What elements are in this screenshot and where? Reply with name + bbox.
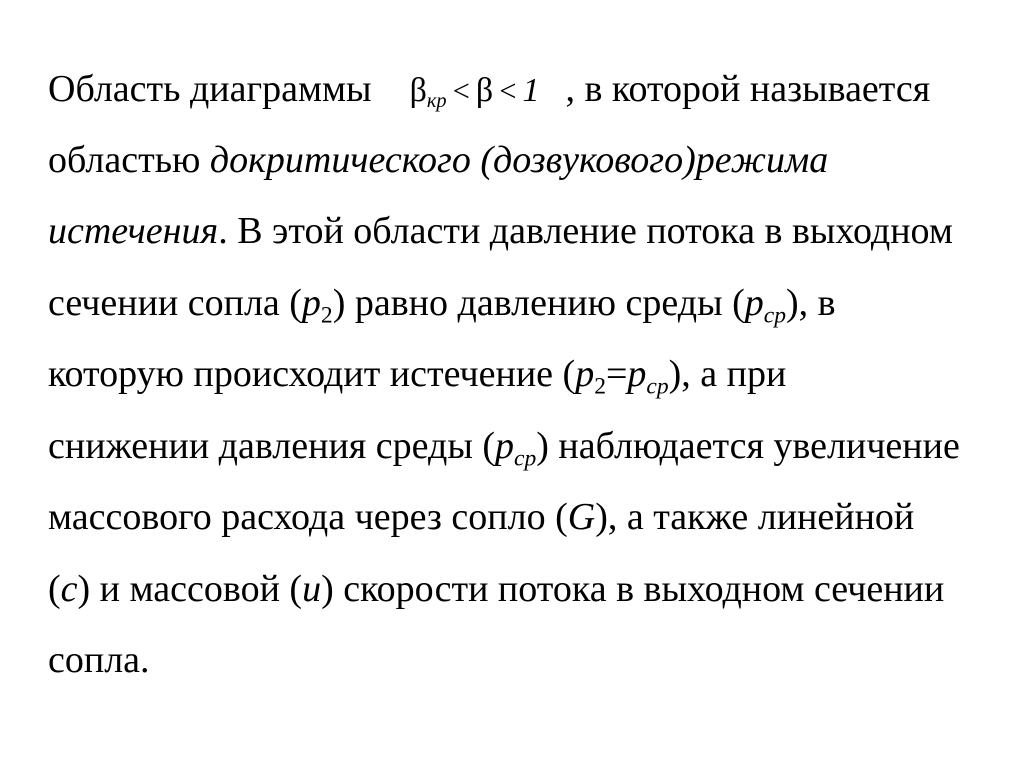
text-segment: .: [140, 639, 150, 681]
text-segment: , в которой называется: [565, 68, 931, 110]
text-line-6: [48, 423, 960, 472]
text-line-9: [48, 637, 150, 683]
subscript-text: ср: [514, 445, 537, 472]
symbol-p: p: [744, 282, 764, 324]
text-segment: областью: [48, 139, 210, 181]
text-segment: ), а при: [668, 353, 787, 395]
subscript: [764, 303, 786, 329]
italic-term: истечения: [48, 210, 219, 252]
text-segment: снижении давления среды (: [48, 425, 496, 467]
formula-subscript: кр: [426, 90, 447, 113]
subscript-text: ср: [763, 302, 787, 329]
subscript: [514, 446, 536, 472]
text-line-2: [48, 137, 828, 183]
text-segment: ) скорости потока в выходном сечении: [321, 568, 945, 610]
subscript: 2: [320, 302, 333, 329]
text-line-8: [48, 566, 944, 612]
text-segment: ), в: [786, 282, 836, 324]
formula-beta: β: [475, 72, 494, 109]
symbol-p: p: [301, 282, 321, 324]
text-segment: ) равно давлению среды (: [332, 282, 745, 324]
symbol-c: с: [60, 568, 78, 610]
text-segment: сечении сопла (: [48, 282, 302, 324]
text-segment: ), а также линейной: [595, 496, 915, 538]
text-segment: . В этой области давление потока в выходном: [218, 210, 953, 252]
text-line-3: [48, 208, 953, 254]
text-segment: сопла: [48, 639, 141, 681]
symbol-p: p: [495, 425, 515, 467]
symbol-g: G: [567, 496, 596, 538]
formula-beta: β: [409, 72, 427, 109]
formula-one: 1: [522, 72, 540, 109]
formula-operator: <: [452, 74, 470, 108]
text-line-1: [48, 66, 930, 114]
text-line-4: [48, 280, 836, 329]
subscript: [646, 374, 668, 400]
italic-term: докритического (дозвукового)режима: [209, 139, 829, 181]
symbol-p: p: [575, 353, 595, 395]
text-segment: ) наблюдается увеличение: [536, 425, 960, 467]
text-segment: Область диаграммы: [48, 68, 372, 110]
formula-beta-range: [410, 68, 540, 114]
subscript: 2: [594, 373, 606, 400]
symbol-u: u: [302, 568, 322, 610]
text-line-7: [48, 494, 914, 540]
equals-sign: =: [605, 353, 628, 395]
text-segment: которую происходит истечение (: [48, 353, 576, 395]
text-segment: массового расхода через сопло (: [48, 496, 568, 538]
symbol-p: p: [627, 353, 647, 395]
text-segment: ) и массовой (: [77, 568, 303, 610]
text-line-5: [48, 351, 787, 400]
text-segment: (: [48, 568, 61, 610]
formula-operator: <: [499, 74, 517, 108]
subscript-text: ср: [646, 373, 669, 400]
